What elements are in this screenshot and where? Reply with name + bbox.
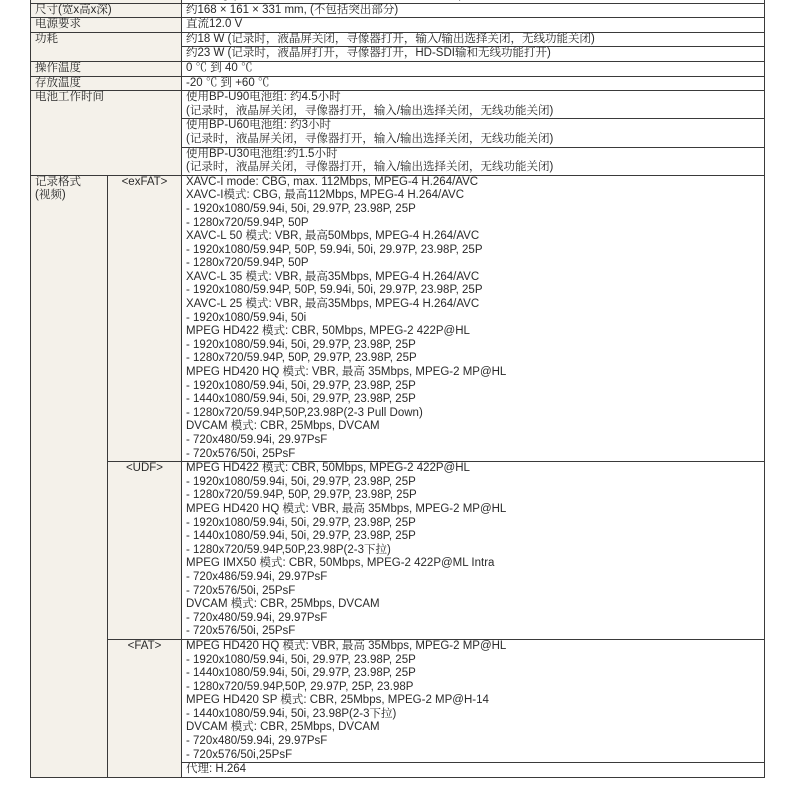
rec-format-fat-row [31,639,765,762]
battery-bp-u90-line1: 使用BP-U90电池组: 约4.5小时 [186,91,341,104]
exfat-format-list [182,175,765,461]
exfat-format-line: XAVC-I模式: CBG, 最高112Mbps, MPEG-4 H.264/AVC [186,189,464,202]
fat-format-list [182,639,765,762]
exfat-format-line: - 1280x720/59.94P,50P,23.98P(2-3 Pull Down) [186,406,423,419]
fat-format-line: - 720x576/50i,25PsF [186,748,293,761]
operating-temp-value: 0 ℃ 到 40 ℃ [182,61,765,76]
udf-format-line: MPEG HD422 模式: CBR, 50Mbps, MPEG-2 422P@HL [186,462,470,475]
power-consumption-value-2: 约23 W (记录时，液晶屏打开，寻像器打开，HD-SDI输和无线功能打开) [182,47,765,62]
fat-format-line: - 1280x720/59.94P,50P, 29.97P, 25P, 23.98P [186,680,414,693]
battery-bp-u60-line2: (记录时，液晶屏关闭，寻像器打开，输入/输出选择关闭，无线功能关闭) [186,132,554,145]
udf-label: <UDF> [108,462,182,640]
exfat-format-line: - 1920x1080/59.94i, 50i, 29.97P, 23.98P, 25P [186,202,416,215]
exfat-format-line: DVCAM 模式: CBR, 25Mbps, DVCAM [186,420,380,433]
power-consumption-label: 功耗 [31,32,182,61]
exfat-format-line: - 1920x1080/59.94i, 50i, 29.97P, 23.98P, 25P [186,379,416,392]
fat-format-line: - 720x480/59.94i, 29.97PsF [186,735,328,748]
battery-bp-u30-line2: (记录时，液晶屏关闭，寻像器打开，输入/输出选择关闭，无线功能关闭) [186,161,554,174]
battery-bp-u60 [182,119,765,147]
exfat-format-line: - 720x576/50i, 25PsF [186,447,296,460]
dimensions-row [31,3,765,18]
power-requirements-value: 直流12.0 V [182,18,765,33]
udf-format-line: - 1440x1080/59.94i, 50i, 29.97P, 23.98P, 25P [186,530,416,543]
udf-format-line: - 1920x1080/59.94i, 50i, 29.97P, 23.98P, 25P [186,516,416,529]
udf-format-line: DVCAM 模式: CBR, 25Mbps, DVCAM [186,598,380,611]
battery-bp-u90-line2: (记录时，液晶屏关闭，寻像器打开，输入/输出选择关闭，无线功能关闭) [186,104,554,117]
exfat-format-line: - 1280x720/59.94P, 50P [186,216,309,229]
udf-format-line: - 1280x720/59.94P, 50P, 29.97P, 23.98P, 25P [186,489,417,502]
battery-label: 电池工作时间 [31,91,182,176]
battery-bp-u30-line1: 使用BP-U30电池组:约1.5小时 [186,147,338,160]
udf-format-line: - 720x576/50i, 25PsF [186,625,296,638]
udf-format-line: - 720x486/59.94i, 29.97PsF [186,570,328,583]
exfat-format-line: - 1920x1080/59.94P, 50P, 59.94i, 50i, 29.97P, 23.98P, 25P [186,243,483,256]
udf-format-line: - 1920x1080/59.94i, 50i, 29.97P, 23.98P, 25P [186,475,416,488]
fat-format-line: - 1920x1080/59.94i, 50i, 29.97P, 23.98P, 25P [186,653,416,666]
rec-format-exfat-row [31,175,765,461]
udf-format-list [182,462,765,640]
battery-row-1 [31,91,765,119]
dimensions-value: 约168 × 161 × 331 mm, (不包括突出部分) [182,3,765,18]
battery-bp-u30 [182,147,765,175]
udf-format-line: - 720x576/50i, 25PsF [186,584,296,597]
power-consumption-value-1: 约18 W (记录时，液晶屏关闭，寻像器打开，输入/输出选择关闭，无线功能关闭) [182,32,765,47]
proxy-value: 代理: H.264 [182,763,765,778]
storage-temp-row [31,76,765,91]
fat-format-line: MPEG HD420 SP 模式: CBR, 25Mbps, MPEG-2 MP@H-14 [186,694,489,707]
exfat-format-line: - 720x480/59.94i, 29.97PsF [186,434,328,446]
dimensions-label: 尺寸(宽x高x深) [31,3,182,18]
udf-format-line: MPEG IMX50 模式: CBR, 50Mbps, MPEG-2 422P@ML Intra [186,557,495,570]
exfat-format-line: XAVC-L 50 模式: VBR, 最高50Mbps, MPEG-4 H.264/AVC [186,230,480,243]
battery-bp-u60-line1: 使用BP-U60电池组: 约3小时 [186,119,332,132]
rec-format-label-line1: 记录格式 [35,175,81,188]
storage-temp-value: -20 ℃ 到 +60 ℃ [182,76,765,91]
operating-temp-label: 操作温度 [31,61,182,76]
exfat-format-line: MPEG HD420 HQ 模式: VBR, 最高 35Mbps, MPEG-2 MP@HL [186,366,507,379]
exfat-format-line: XAVC-L 25 模式: VBR, 最高35Mbps, MPEG-4 H.264/AVC [186,298,480,311]
operating-temp-row [31,61,765,76]
exfat-format-line: - 1440x1080/59.94i, 50i, 29.97P, 23.98P, 25P [186,393,416,406]
exfat-format-line: - 1280x720/59.94P, 50P [186,257,309,270]
exfat-format-line: XAVC-L 35 模式: VBR, 最高35Mbps, MPEG-4 H.264/AVC [186,270,480,283]
storage-temp-label: 存放温度 [31,76,182,91]
exfat-format-line: - 1920x1080/59.94i, 50i, 29.97P, 23.98P, 25P [186,338,416,351]
battery-bp-u90 [182,91,765,119]
rec-format-label-line2: (视频) [35,189,66,202]
fat-format-line: - 1440x1080/59.94i, 50i, 23.98P(2-3下拉) [186,707,397,720]
exfat-format-line: - 1280x720/59.94P, 50P, 29.97P, 23.98P, 25P [186,352,417,365]
exfat-format-line: MPEG HD422 模式: CBR, 50Mbps, MPEG-2 422P@HL [186,325,470,338]
fat-label: <FAT> [108,639,182,777]
fat-format-line: DVCAM 模式: CBR, 25Mbps, DVCAM [186,721,380,734]
udf-format-line: MPEG HD420 HQ 模式: VBR, 最高 35Mbps, MPEG-2 MP@HL [186,502,507,515]
fat-format-line: - 1440x1080/59.94i, 50i, 29.97P, 23.98P, 25P [186,667,416,680]
exfat-label: <exFAT> [108,175,182,461]
udf-format-line: - 1280x720/59.94P,50P,23.98P(2-3下拉) [186,543,391,556]
power-requirements-row [31,18,765,33]
exfat-format-line: XAVC-I mode: CBG, max. 112Mbps, MPEG-4 H.264/AVC [186,175,479,188]
rec-format-label [31,175,108,777]
spec-table [30,0,765,778]
exfat-format-line: - 1920x1080/59.94P, 50P, 59.94i, 50i, 29.97P, 23.98P, 25P [186,284,483,297]
exfat-format-line: - 1920x1080/59.94i, 50i [186,311,307,324]
rec-format-udf-row [31,462,765,640]
power-consumption-row-1 [31,32,765,47]
udf-format-line: - 720x480/59.94i, 29.97PsF [186,611,328,624]
power-requirements-label: 电源要求 [31,18,182,33]
fat-format-line: MPEG HD420 HQ 模式: VBR, 最高 35Mbps, MPEG-2 MP@HL [186,639,507,652]
